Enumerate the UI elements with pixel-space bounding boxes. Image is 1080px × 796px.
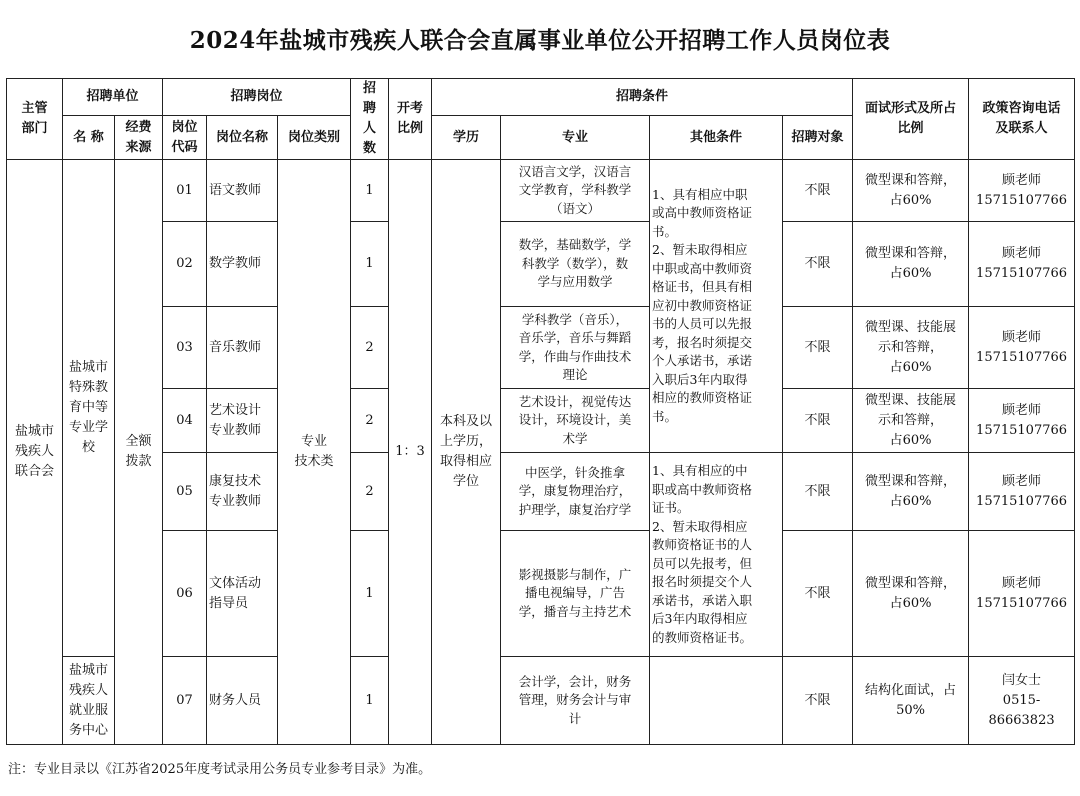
post-type-cell: 专业 技术类: [278, 160, 351, 745]
target-cell: 不限: [783, 657, 853, 745]
table-row: [7, 453, 1075, 531]
target-cell: 不限: [783, 389, 853, 453]
header-count: 招 聘 人 数: [351, 79, 389, 160]
header-other: 其他条件: [650, 116, 783, 160]
other-conditions-cell-empty: [650, 657, 783, 745]
target-cell: 不限: [783, 307, 853, 389]
contact-cell: 顾老师 15715107766: [969, 222, 1075, 307]
target-cell: 不限: [783, 531, 853, 657]
post-name-cell: 文体活动 指导员: [207, 531, 278, 657]
target-cell: 不限: [783, 222, 853, 307]
post-code-cell: 05: [163, 453, 207, 531]
ratio-cell: 1：3: [389, 160, 432, 745]
count-cell: 1: [351, 657, 389, 745]
page-title: 2024年盐城市残疾人联合会直属事业单位公开招聘工作人员岗位表: [189, 27, 891, 54]
interview-cell: 微型课、技能展 示和答辩， 占60%: [853, 307, 969, 389]
recruitment-table: [6, 78, 1075, 745]
contact-cell: 顾老师 15715107766: [969, 307, 1075, 389]
count-cell: 2: [351, 307, 389, 389]
contact-cell: 顾老师 15715107766: [969, 160, 1075, 222]
contact-cell: 顾老师 15715107766: [969, 389, 1075, 453]
post-name-cell: 语文教师: [207, 160, 278, 222]
interview-cell: 微型课和答辩， 占60%: [853, 222, 969, 307]
table-row: [7, 307, 1075, 389]
header-post-code: 岗位 代码: [163, 116, 207, 160]
header-post-type: 岗位类别: [278, 116, 351, 160]
unit-name-cell: 盐城市 特殊教 育中等 专业学 校: [63, 160, 115, 657]
funding-cell: 全额 拨款: [115, 160, 163, 745]
contact-cell: 闫女士 0515-86663823: [969, 657, 1075, 745]
post-name-cell: 康复技术 专业教师: [207, 453, 278, 531]
header-post-group: 招聘岗位: [163, 79, 351, 116]
footnote: 注：专业目录以《江苏省2025年度考试录用公务员专业参考目录》为准。: [8, 762, 432, 777]
post-name-cell: 艺术设计 专业教师: [207, 389, 278, 453]
post-code-cell: 06: [163, 531, 207, 657]
major-cell: 艺术设计，视觉传达 设计，环境设计，美 术学: [501, 389, 650, 453]
count-cell: 1: [351, 222, 389, 307]
post-code-cell: 04: [163, 389, 207, 453]
count-cell: 1: [351, 160, 389, 222]
header-interview: 面试形式及所占 比例: [853, 79, 969, 160]
interview-cell: 微型课和答辩， 占60%: [853, 160, 969, 222]
header-dept: 主管 部门: [7, 79, 63, 160]
table-row: [7, 160, 1075, 222]
target-cell: 不限: [783, 453, 853, 531]
post-code-cell: 01: [163, 160, 207, 222]
table-row: [7, 657, 1075, 745]
post-code-cell: 02: [163, 222, 207, 307]
header-unit-group: 招聘单位: [63, 79, 163, 116]
post-name-cell: 音乐教师: [207, 307, 278, 389]
major-cell: 中医学，针灸推拿 学，康复物理治疗， 护理学，康复治疗学: [501, 453, 650, 531]
contact-cell: 顾老师 15715107766: [969, 531, 1075, 657]
post-name-cell: 数学教师: [207, 222, 278, 307]
post-code-cell: 03: [163, 307, 207, 389]
header-education: 学历: [432, 116, 501, 160]
major-cell: 汉语言文学，汉语言 文学教育，学科教学 （语文）: [501, 160, 650, 222]
header-cond-group: 招聘条件: [432, 79, 853, 116]
post-name-cell: 财务人员: [207, 657, 278, 745]
other-conditions-cell: 1、具有相应的中 职或高中教师资格 证书。 2、暂未取得相应 教师资格证书的人 员可以先报考，但 报名时须提交个人 承诺书，承诺入职 后3年内取得相应 的教师资格证书。: [650, 453, 783, 657]
interview-cell: 微型课、技能展 示和答辩， 占60%: [853, 389, 969, 453]
target-cell: 不限: [783, 160, 853, 222]
table-row: [7, 389, 1075, 453]
major-cell: 会计学，会计，财务 管理，财务会计与审 计: [501, 657, 650, 745]
interview-cell: 微型课和答辩， 占60%: [853, 531, 969, 657]
contact-cell: 顾老师 15715107766: [969, 453, 1075, 531]
header-unit-name: 名 称: [63, 116, 115, 160]
other-conditions-cell: 1、具有相应中职 或高中教师资格证 书。 2、暂未取得相应 中职或高中教师资 格证书，但具有相 应初中教师资格证 书的人员可以先报 考，报名时须提交 个人承诺书，承诺 入职后3年内取得 相应的教师资格证 书。: [650, 160, 783, 453]
major-cell: 数学，基础数学，学 科教学（数学），数 学与应用数学: [501, 222, 650, 307]
table-row: [7, 531, 1075, 657]
header-major: 专业: [501, 116, 650, 160]
count-cell: 1: [351, 531, 389, 657]
count-cell: 2: [351, 453, 389, 531]
major-cell: 学科教学（音乐）， 音乐学，音乐与舞蹈 学，作曲与作曲技术 理论: [501, 307, 650, 389]
count-cell: 2: [351, 389, 389, 453]
interview-cell: 结构化面试，占 50%: [853, 657, 969, 745]
interview-cell: 微型课和答辩， 占60%: [853, 453, 969, 531]
header-funding: 经费 来源: [115, 116, 163, 160]
header-ratio: 开考 比例: [389, 79, 432, 160]
header-post-name: 岗位名称: [207, 116, 278, 160]
unit-name-cell: 盐城市 残疾人 就业服 务中心: [63, 657, 115, 745]
education-cell: 本科及以 上学历， 取得相应 学位: [432, 160, 501, 745]
dept-cell: 盐城市 残疾人 联合会: [7, 160, 63, 745]
header-contact: 政策咨询电话 及联系人: [969, 79, 1075, 160]
header-target: 招聘对象: [783, 116, 853, 160]
post-code-cell: 07: [163, 657, 207, 745]
table-row: [7, 222, 1075, 307]
major-cell: 影视摄影与制作，广 播电视编导，广告 学，播音与主持艺术: [501, 531, 650, 657]
